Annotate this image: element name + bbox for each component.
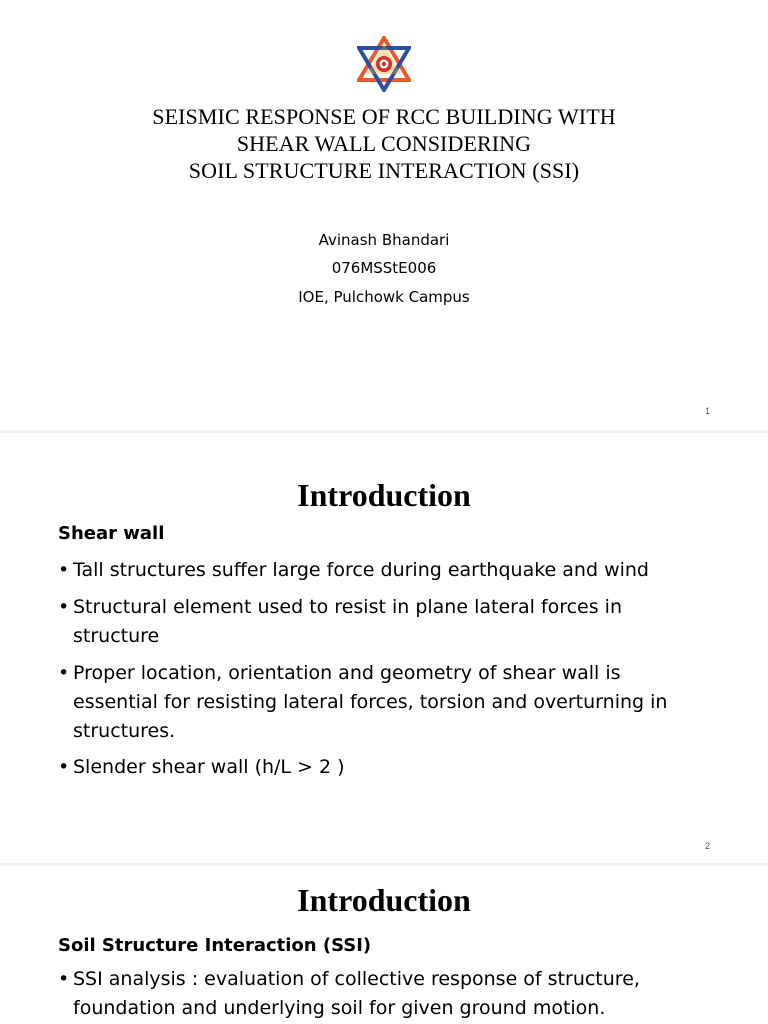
bullet-item bbox=[58, 593, 658, 651]
slide-subheading: Shear wall bbox=[58, 523, 165, 544]
bullet-text: Proper location, orientation and geometry of shear wall is essential for resisting lateral forces, torsion and overturning in structures. bbox=[73, 662, 668, 742]
bullet-glyph: • bbox=[58, 559, 70, 581]
slide-subheading: Soil Structure Interaction (SSI) bbox=[58, 935, 372, 956]
page-number: 1 bbox=[704, 406, 710, 416]
bullet-glyph: • bbox=[58, 596, 70, 618]
author-name: Avinash Bhandari bbox=[318, 231, 450, 249]
slide-3 bbox=[0, 866, 768, 1024]
bullet-item bbox=[58, 659, 698, 746]
bullet-item bbox=[58, 556, 698, 585]
bullet-item bbox=[58, 753, 698, 782]
slide-heading: Introduction bbox=[297, 882, 471, 918]
institute-emblem-icon bbox=[357, 36, 411, 92]
title-line-1: SEISMIC RESPONSE OF RCC BUILDING WITH bbox=[152, 104, 616, 129]
bullet-text: SSI analysis : evaluation of collective response of structure, foundation and underlying soil for given ground motion. bbox=[73, 968, 640, 1019]
slide-1 bbox=[0, 0, 768, 430]
bullet-item bbox=[58, 965, 668, 1023]
bullet-text: Slender shear wall (h/L > 2 ) bbox=[73, 756, 345, 778]
bullet-text: Structural element used to resist in plane lateral forces in structure bbox=[73, 596, 623, 647]
bullet-glyph: • bbox=[58, 662, 70, 684]
bullet-glyph: • bbox=[58, 756, 70, 778]
title-line-2: SHEAR WALL CONSIDERING bbox=[236, 131, 532, 156]
title-line-3: SOIL STRUCTURE INTERACTION (SSI) bbox=[188, 158, 580, 183]
roll-number: 076MSStE006 bbox=[331, 259, 437, 277]
institution: IOE, Pulchowk Campus bbox=[298, 288, 470, 306]
slide-2 bbox=[0, 433, 768, 863]
bullet-glyph: • bbox=[58, 968, 70, 990]
bullet-text: Tall structures suffer large force during earthquake and wind bbox=[73, 559, 649, 581]
page-number: 2 bbox=[704, 841, 710, 851]
slide-heading: Introduction bbox=[297, 477, 471, 513]
